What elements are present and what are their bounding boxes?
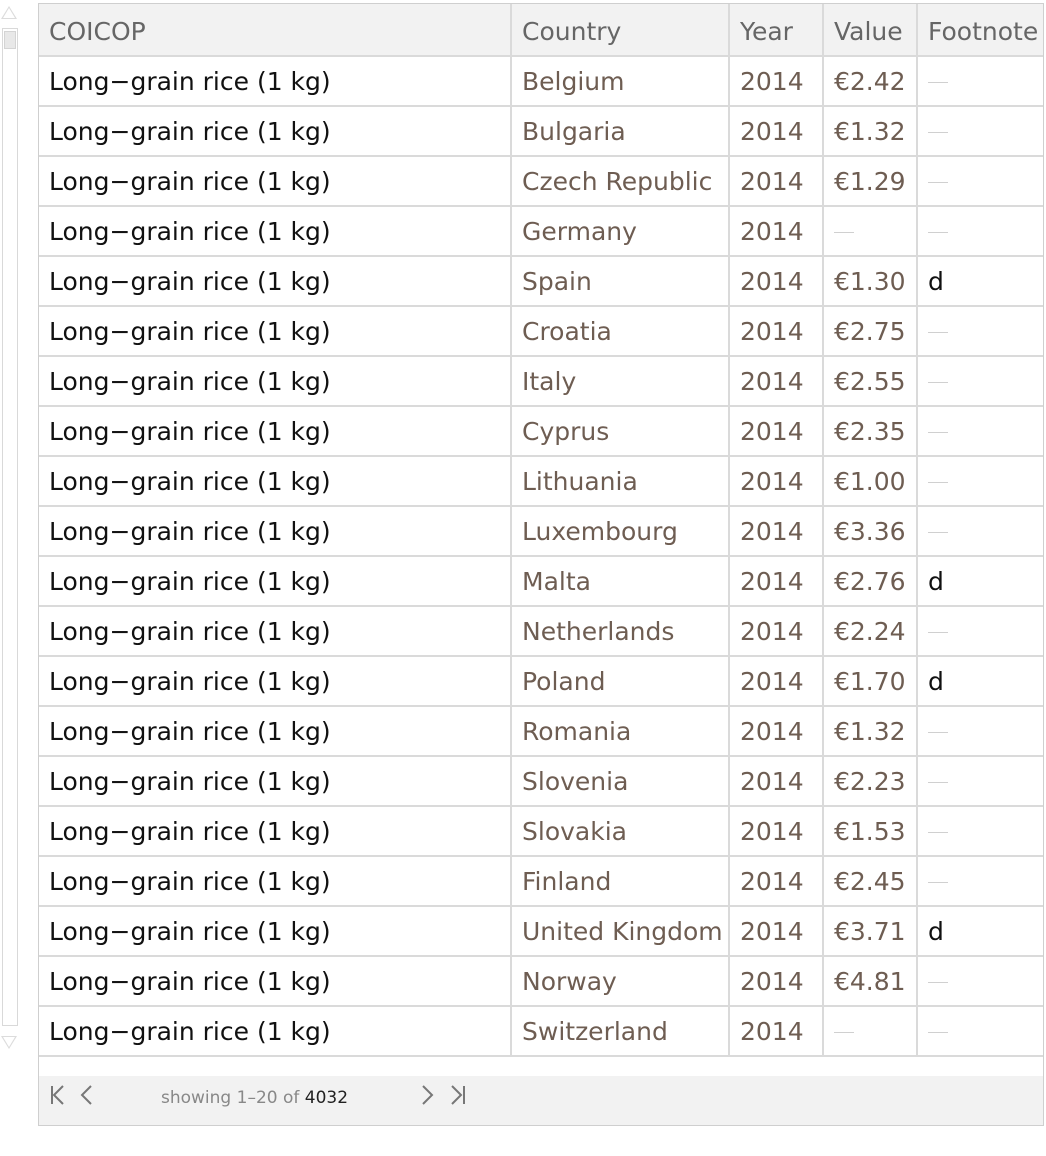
column-header-year[interactable]: Year bbox=[729, 4, 823, 56]
cell-coicop: Long−grain rice (1 kg) bbox=[39, 856, 511, 906]
cell-value bbox=[823, 1006, 917, 1056]
cell-year: 2014 bbox=[729, 706, 823, 756]
cell-year: 2014 bbox=[729, 756, 823, 806]
column-header-country[interactable]: Country bbox=[511, 4, 729, 56]
cell-footnote bbox=[917, 106, 1043, 156]
missing-value-dash bbox=[928, 1032, 948, 1033]
last-page-icon[interactable] bbox=[447, 1082, 467, 1114]
cell-footnote: d bbox=[917, 556, 1043, 606]
previous-page-icon[interactable] bbox=[79, 1082, 95, 1114]
cell-year: 2014 bbox=[729, 906, 823, 956]
cell-country: Malta bbox=[511, 556, 729, 606]
cell-country: Finland bbox=[511, 856, 729, 906]
cell-coicop: Long−grain rice (1 kg) bbox=[39, 406, 511, 456]
cell-year: 2014 bbox=[729, 406, 823, 456]
missing-value-dash bbox=[834, 232, 854, 233]
cell-value: €1.32 bbox=[823, 106, 917, 156]
cell-coicop: Long−grain rice (1 kg) bbox=[39, 956, 511, 1006]
cell-coicop: Long−grain rice (1 kg) bbox=[39, 906, 511, 956]
cell-footnote bbox=[917, 756, 1043, 806]
cell-value: €2.45 bbox=[823, 856, 917, 906]
cell-footnote bbox=[917, 456, 1043, 506]
table-row[interactable] bbox=[39, 506, 1043, 556]
table-row[interactable] bbox=[39, 106, 1043, 156]
cell-year: 2014 bbox=[729, 1006, 823, 1056]
table-row[interactable] bbox=[39, 356, 1043, 406]
missing-value-dash bbox=[834, 1032, 854, 1033]
cell-country: United Kingdom bbox=[511, 906, 729, 956]
scroll-track[interactable] bbox=[2, 28, 18, 1026]
cell-coicop: Long−grain rice (1 kg) bbox=[39, 656, 511, 706]
cell-year: 2014 bbox=[729, 56, 823, 106]
cell-country: Spain bbox=[511, 256, 729, 306]
missing-value-dash bbox=[928, 132, 948, 133]
cell-country: Slovenia bbox=[511, 756, 729, 806]
missing-value-dash bbox=[928, 82, 948, 83]
vertical-scrollbar[interactable] bbox=[0, 0, 22, 1060]
cell-value: €2.76 bbox=[823, 556, 917, 606]
cell-year: 2014 bbox=[729, 256, 823, 306]
cell-coicop: Long−grain rice (1 kg) bbox=[39, 806, 511, 856]
cell-footnote: d bbox=[917, 656, 1043, 706]
table-row[interactable] bbox=[39, 756, 1043, 806]
cell-footnote: d bbox=[917, 256, 1043, 306]
pagination-status-prefix: showing 1–20 of bbox=[161, 1088, 300, 1108]
pagination-status bbox=[161, 1088, 348, 1108]
cell-coicop: Long−grain rice (1 kg) bbox=[39, 456, 511, 506]
table-header-row bbox=[39, 4, 1043, 56]
table-row[interactable] bbox=[39, 856, 1043, 906]
cell-coicop: Long−grain rice (1 kg) bbox=[39, 756, 511, 806]
cell-value: €4.81 bbox=[823, 956, 917, 1006]
scroll-up-arrow-icon[interactable] bbox=[1, 6, 17, 19]
table-row[interactable] bbox=[39, 956, 1043, 1006]
cell-country: Bulgaria bbox=[511, 106, 729, 156]
cell-footnote bbox=[917, 806, 1043, 856]
cell-footnote bbox=[917, 56, 1043, 106]
cell-footnote bbox=[917, 406, 1043, 456]
missing-value-dash bbox=[928, 532, 948, 533]
cell-year: 2014 bbox=[729, 156, 823, 206]
missing-value-dash bbox=[928, 232, 948, 233]
cell-year: 2014 bbox=[729, 106, 823, 156]
cell-footnote bbox=[917, 1006, 1043, 1056]
cell-coicop: Long−grain rice (1 kg) bbox=[39, 706, 511, 756]
scroll-thumb[interactable] bbox=[4, 31, 16, 49]
cell-year: 2014 bbox=[729, 506, 823, 556]
cell-footnote bbox=[917, 206, 1043, 256]
missing-value-dash bbox=[928, 782, 948, 783]
table-row[interactable] bbox=[39, 706, 1043, 756]
pagination-bar bbox=[39, 1076, 1043, 1125]
cell-coicop: Long−grain rice (1 kg) bbox=[39, 56, 511, 106]
cell-country: Luxembourg bbox=[511, 506, 729, 556]
missing-value-dash bbox=[928, 382, 948, 383]
next-page-icon[interactable] bbox=[419, 1082, 435, 1114]
cell-year: 2014 bbox=[729, 456, 823, 506]
cell-country: Netherlands bbox=[511, 606, 729, 656]
cell-country: Slovakia bbox=[511, 806, 729, 856]
missing-value-dash bbox=[928, 982, 948, 983]
table-row[interactable] bbox=[39, 306, 1043, 356]
missing-value-dash bbox=[928, 482, 948, 483]
table-row[interactable] bbox=[39, 56, 1043, 106]
column-header-coicop[interactable]: COICOP bbox=[39, 4, 511, 56]
cell-year: 2014 bbox=[729, 606, 823, 656]
cell-country: Croatia bbox=[511, 306, 729, 356]
cell-value: €1.70 bbox=[823, 656, 917, 706]
table-body bbox=[39, 56, 1043, 1056]
table-row[interactable] bbox=[39, 406, 1043, 456]
cell-value: €3.71 bbox=[823, 906, 917, 956]
cell-coicop: Long−grain rice (1 kg) bbox=[39, 156, 511, 206]
cell-country: Romania bbox=[511, 706, 729, 756]
cell-year: 2014 bbox=[729, 356, 823, 406]
scroll-down-arrow-icon[interactable] bbox=[1, 1036, 17, 1049]
cell-coicop: Long−grain rice (1 kg) bbox=[39, 356, 511, 406]
cell-coicop: Long−grain rice (1 kg) bbox=[39, 1006, 511, 1056]
missing-value-dash bbox=[928, 632, 948, 633]
cell-value: €3.36 bbox=[823, 506, 917, 556]
cell-country: Belgium bbox=[511, 56, 729, 106]
missing-value-dash bbox=[928, 182, 948, 183]
cell-footnote bbox=[917, 156, 1043, 206]
pagination-total: 4032 bbox=[304, 1088, 349, 1108]
table-row[interactable] bbox=[39, 1006, 1043, 1056]
column-header-footnote[interactable]: Footnote bbox=[917, 4, 1043, 56]
cell-value: €2.55 bbox=[823, 356, 917, 406]
cell-coicop: Long−grain rice (1 kg) bbox=[39, 506, 511, 556]
cell-value: €2.42 bbox=[823, 56, 917, 106]
cell-coicop: Long−grain rice (1 kg) bbox=[39, 556, 511, 606]
first-page-icon[interactable] bbox=[49, 1082, 69, 1114]
cell-country: Norway bbox=[511, 956, 729, 1006]
cell-coicop: Long−grain rice (1 kg) bbox=[39, 106, 511, 156]
cell-year: 2014 bbox=[729, 806, 823, 856]
cell-country: Lithuania bbox=[511, 456, 729, 506]
table-row[interactable] bbox=[39, 606, 1043, 656]
cell-value: €2.35 bbox=[823, 406, 917, 456]
cell-country: Czech Republic bbox=[511, 156, 729, 206]
table-row[interactable] bbox=[39, 256, 1043, 306]
cell-year: 2014 bbox=[729, 856, 823, 906]
cell-year: 2014 bbox=[729, 556, 823, 606]
cell-footnote bbox=[917, 506, 1043, 556]
cell-country: Poland bbox=[511, 656, 729, 706]
table-row[interactable] bbox=[39, 456, 1043, 506]
table-row[interactable] bbox=[39, 806, 1043, 856]
cell-year: 2014 bbox=[729, 206, 823, 256]
missing-value-dash bbox=[928, 832, 948, 833]
cell-footnote bbox=[917, 306, 1043, 356]
cell-value: €1.29 bbox=[823, 156, 917, 206]
cell-value: €1.53 bbox=[823, 806, 917, 856]
cell-footnote bbox=[917, 956, 1043, 1006]
cell-footnote bbox=[917, 706, 1043, 756]
cell-value: €1.32 bbox=[823, 706, 917, 756]
cell-value: €2.75 bbox=[823, 306, 917, 356]
cell-value: €2.23 bbox=[823, 756, 917, 806]
cell-coicop: Long−grain rice (1 kg) bbox=[39, 606, 511, 656]
missing-value-dash bbox=[928, 332, 948, 333]
cell-footnote bbox=[917, 606, 1043, 656]
table-row[interactable] bbox=[39, 656, 1043, 706]
dataset-table-frame bbox=[38, 3, 1044, 1126]
cell-coicop: Long−grain rice (1 kg) bbox=[39, 206, 511, 256]
cell-year: 2014 bbox=[729, 956, 823, 1006]
cell-country: Italy bbox=[511, 356, 729, 406]
cell-country: Germany bbox=[511, 206, 729, 256]
cell-country: Cyprus bbox=[511, 406, 729, 456]
missing-value-dash bbox=[928, 432, 948, 433]
missing-value-dash bbox=[928, 732, 948, 733]
cell-value: €1.30 bbox=[823, 256, 917, 306]
column-header-value[interactable]: Value bbox=[823, 4, 917, 56]
cell-footnote: d bbox=[917, 906, 1043, 956]
cell-value: €2.24 bbox=[823, 606, 917, 656]
cell-value: €1.00 bbox=[823, 456, 917, 506]
table-row[interactable] bbox=[39, 556, 1043, 606]
cell-value bbox=[823, 206, 917, 256]
cell-country: Switzerland bbox=[511, 1006, 729, 1056]
table-row[interactable] bbox=[39, 156, 1043, 206]
table-row[interactable] bbox=[39, 206, 1043, 256]
cell-year: 2014 bbox=[729, 306, 823, 356]
cell-coicop: Long−grain rice (1 kg) bbox=[39, 306, 511, 356]
cell-year: 2014 bbox=[729, 656, 823, 706]
cell-footnote bbox=[917, 856, 1043, 906]
cell-footnote bbox=[917, 356, 1043, 406]
table-row[interactable] bbox=[39, 906, 1043, 956]
dataset-table bbox=[39, 4, 1043, 1057]
cell-coicop: Long−grain rice (1 kg) bbox=[39, 256, 511, 306]
missing-value-dash bbox=[928, 882, 948, 883]
